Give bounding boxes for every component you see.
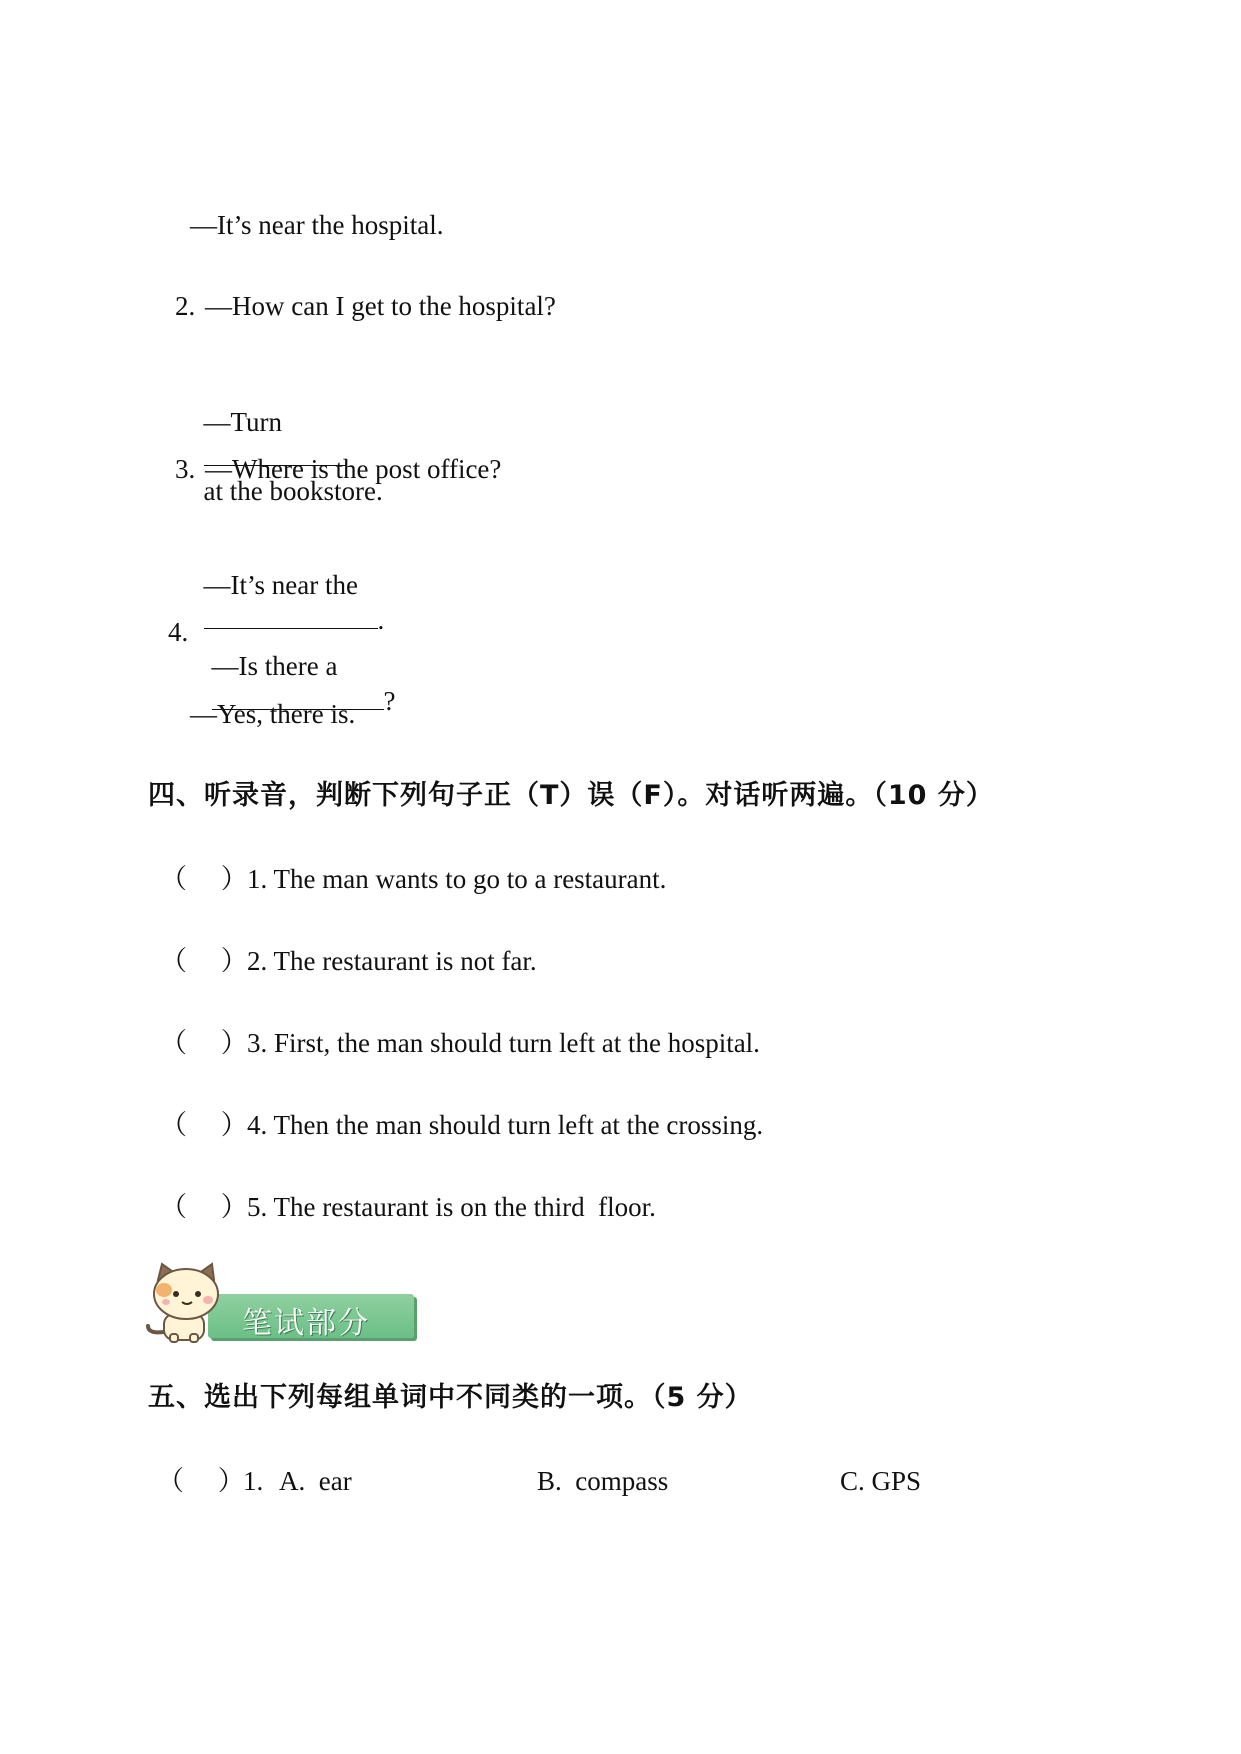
- question-4-prefix: —Is there a: [211, 651, 338, 681]
- s5-option-a: A. ear: [279, 1466, 352, 1496]
- tf-item-5: 5. The restaurant is on the third floor.: [247, 1192, 656, 1222]
- cat-mascot-icon: [146, 1262, 236, 1352]
- answer-3-suffix: .: [377, 605, 385, 635]
- answer-paren-5[interactable]: （ ）: [160, 1192, 248, 1222]
- section-5-heading: 五、选出下列每组单词中不同类的一项。（5 分）: [148, 1382, 753, 1413]
- answer-2-suffix: at the bookstore.: [203, 476, 383, 506]
- answer-paren-4[interactable]: （ ）: [160, 1110, 248, 1140]
- dialog-line-1-answer: —It’s near the hospital.: [190, 210, 444, 240]
- question-3-number: 3.: [175, 454, 196, 484]
- answer-2-prefix: —Turn: [203, 407, 283, 437]
- s5-option-c: C. GPS: [840, 1466, 922, 1496]
- written-part-banner: [146, 1262, 416, 1352]
- answer-paren-1[interactable]: （ ）: [160, 864, 248, 894]
- tf-item-4: 4. Then the man should turn left at the crossing.: [247, 1110, 764, 1140]
- tf-item-2: 2. The restaurant is not far.: [247, 946, 537, 976]
- banner-label: 笔试部分: [242, 1306, 370, 1341]
- answer-3-prefix: —It’s near the: [203, 570, 358, 600]
- answer-paren-s5-1[interactable]: （ ）: [157, 1466, 245, 1496]
- s5-option-b: B. compass: [537, 1466, 669, 1496]
- answer-paren-3[interactable]: （ ）: [160, 1028, 248, 1058]
- question-4-answer: —Yes, there is.: [190, 699, 356, 729]
- question-4-number: 4.: [168, 617, 189, 647]
- question-2-answer: [190, 371, 383, 508]
- question-2-text: —How can I get to the hospital?: [205, 291, 556, 321]
- tf-item-1: 1. The man wants to go to a restaurant.: [247, 864, 667, 894]
- s5-question-1-number: 1.: [243, 1466, 264, 1496]
- tf-item-3: 3. First, the man should turn left at the hospital.: [247, 1028, 760, 1058]
- question-3-text: —Where is the post office?: [205, 454, 502, 484]
- question-2-number: 2.: [175, 291, 196, 321]
- question-4-suffix: ?: [383, 686, 396, 716]
- answer-paren-2[interactable]: （ ）: [160, 946, 248, 976]
- section-4-heading: 四、听录音，判断下列句子正（T）误（F）。对话听两遍。（10 分）: [148, 780, 994, 811]
